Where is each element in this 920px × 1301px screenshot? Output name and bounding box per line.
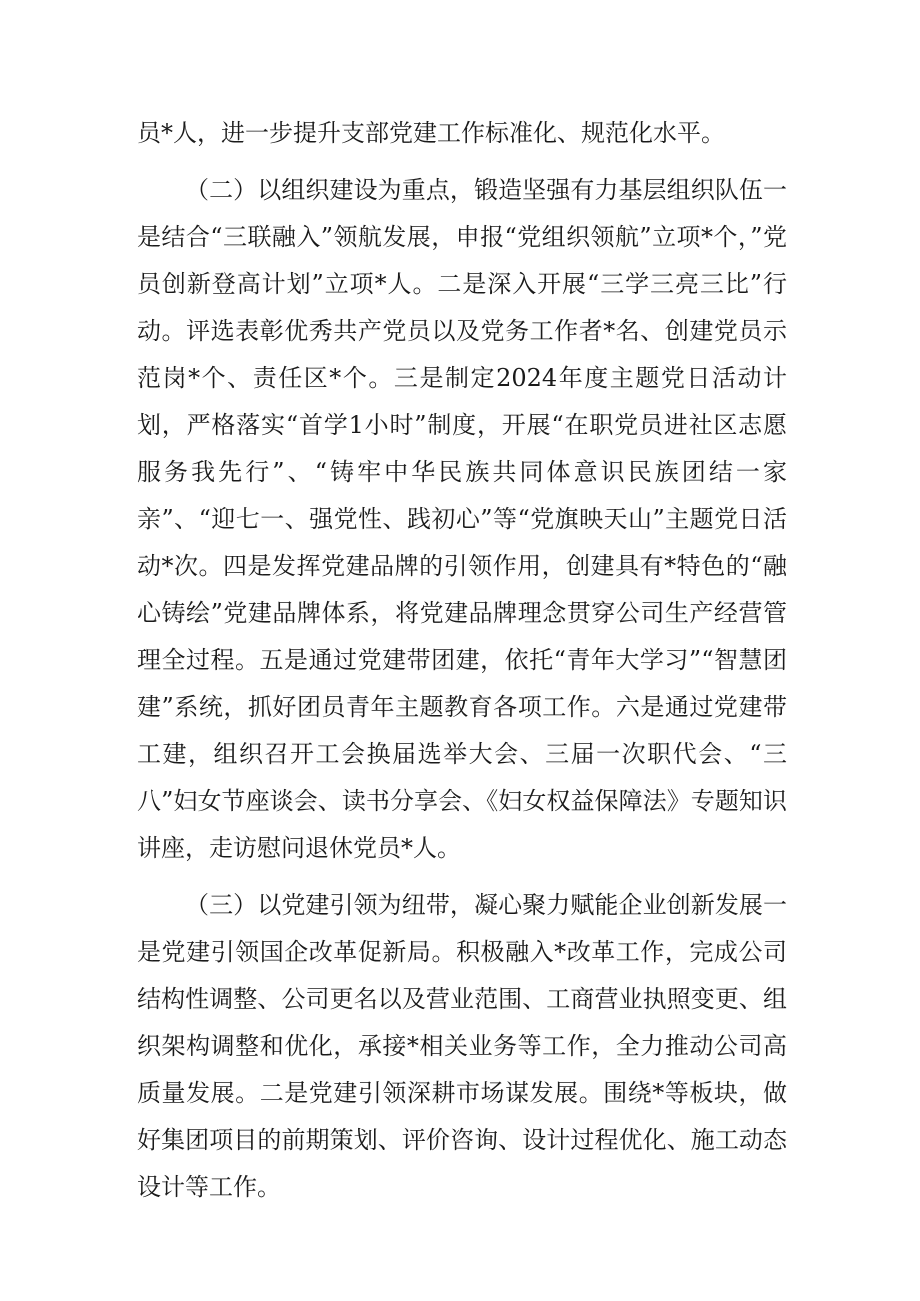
paragraph-section-three: （三）以党建引领为纽带，凝心聚力赋能企业创新发展一是党建引领国企改革促新局。积极融入*改革工作，完成公司结构性调整、公司更名以及营业范围、工商营业执照变更、组织架构调整和优化，承接*相关业务等工作，全力推动公司高质量发展。二是党建引领深耕市场谋发展。围绕*等板块，做好集团项目的前期策划、评价咨询、设计过程优化、施工动态设计等工作。 [137, 891, 787, 1201]
document-body [137, 110, 787, 1211]
paragraph-section-two: （二）以组织建设为重点，锻造坚强有力基层组织队伍一是结合“三联融入”领航发展，申报“党组织领航”立项*个，”党员创新登高计划”立项*人。二是深入开展“三学三亮三比”行动。评选表彰优秀共产党员以及党务工作者*名、创建党员示范岗*个、责任区*个。三是制定2024年度主题党日活动计划，严格落实“首学1小时”制度，开展“在职党员进社区志愿服务我先行”、“铸牢中华民族共同体意识民族团结一家亲”、“迎七一、强党性、践初心”等“党旗映天山”主题党日活动*次。四是发挥党建品牌的引领作用，创建具有*特色的“融心铸绘”党建品牌体系，将党建品牌理念贯穿公司生产经营管理全过程。五是通过党建带团建，依托“青年大学习”“智慧团建”系统，抓好团员青年主题教育各项工作。六是通过党建带工建，组织召开工会换届选举大会、三届一次职代会、“三八”妇女节座谈会、读书分享会、《妇女权益保障法》专题知识讲座，走访慰问退休党员*人。 [137, 176, 787, 862]
paragraph-continuation: 员*人，进一步提升支部党建工作标准化、规范化水平。 [137, 119, 725, 147]
